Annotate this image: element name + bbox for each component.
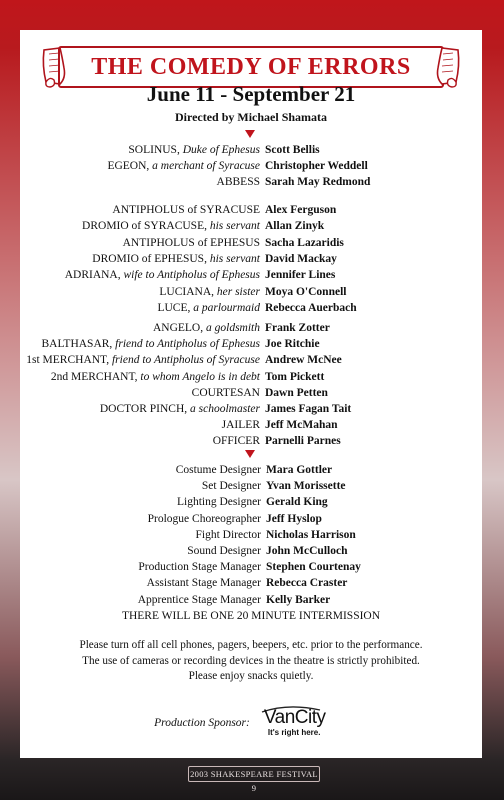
crew-list [20,462,482,608]
cast-row [20,320,482,336]
character-description: a parlourmaid [193,301,260,314]
character-role [20,369,265,385]
crew-name: Jeff Hyslop [266,512,322,525]
character-name: ANTIPHOLUS of EPHESUS [122,237,260,249]
notice-line: Please enjoy snacks quietly. [188,670,314,682]
crew-role: Set Designer [201,480,261,493]
cast-row [20,142,482,158]
crew-row [20,543,482,559]
character-name: 1st MERCHANT, [26,354,110,367]
crew-role: Lighting Designer [177,496,261,509]
cast-group [20,142,482,191]
actor-name: Jennifer Lines [265,269,336,282]
crew-row [20,559,482,575]
character-role [20,174,265,190]
director-credit: Directed by Michael Shamata [174,110,328,124]
actor-name: David Mackay [265,253,337,266]
crew-role: Assistant Stage Manager [146,577,261,590]
actor-name: Tom Pickett [265,370,325,383]
triangle-marker-icon [245,130,255,138]
cast-row [20,352,482,368]
character-description: wife to Antipholus of Ephesus [123,269,260,282]
cast-row [20,369,482,385]
character-description: a goldsmith [206,322,260,334]
character-role [20,385,265,401]
crew-name: Mara Gottler [266,464,333,476]
crew-role: Apprentice Stage Manager [137,593,261,606]
crew-name: Stephen Courtenay [266,561,361,574]
crew-row [20,478,482,494]
crew-name: Yvan Morissette [266,480,346,493]
character-description: a schoolmaster [190,402,260,415]
crew-name: Kelly Barker [266,593,331,606]
character-name: COURTESAN [191,386,260,399]
crew-role: Sound Designer [187,544,261,557]
intermission-note: THERE WILL BE ONE 20 MINUTE INTERMISSION [121,610,381,622]
character-role [20,300,265,316]
crew-name: John McCulloch [266,544,348,557]
character-description: friend to Antipholus of Ephesus [115,338,260,351]
actor-name: Rebecca Auerbach [265,301,357,314]
character-name: OFFICER [212,435,260,448]
sponsor-logo [258,707,348,739]
character-role [20,235,265,251]
character-role [20,142,265,158]
sponsor-label: Production Sponsor: [154,717,250,729]
character-name: LUCE, [157,301,191,314]
character-name: DROMIO of SYRACUSE, [82,220,207,233]
character-name: BALTHASAR, [41,338,113,351]
actor-name: Alex Ferguson [265,204,337,216]
character-role [20,202,265,218]
actor-name: Dawn Petten [265,386,328,399]
sponsor-credit [20,706,482,740]
cast-row [20,267,482,283]
sponsor-name: VanCity [263,707,326,728]
cast-row [20,218,482,234]
crew-role: Costume Designer [175,464,261,476]
cast-group [20,202,482,234]
character-name: 2nd MERCHANT, [50,370,138,383]
cast-group [20,320,482,450]
character-name: SOLINUS, [128,144,180,156]
crew-row [20,592,482,608]
character-role [20,158,265,174]
character-role [20,251,265,267]
crew-role: Production Stage Manager [138,561,261,574]
cast-row [20,284,482,300]
cast-row [20,235,482,251]
crew-name: Nicholas Harrison [266,528,356,541]
actor-name: Moya O'Connell [265,285,347,298]
character-name: ADRIANA, [64,269,121,282]
character-name: DROMIO of EPHESUS, [92,253,207,266]
character-role [20,401,265,417]
actor-name: James Fagan Tait [265,402,352,415]
character-description: friend to Antipholus of Syracuse [111,354,260,367]
character-description: a merchant of Syracuse [152,160,260,173]
cast-row [20,417,482,433]
character-role [20,433,265,449]
cast-row [20,158,482,174]
play-title: THE COMEDY OF ERRORS [91,53,411,80]
crew-name: Gerald King [266,496,328,509]
notice-line: Please turn off all cell phones, pagers, beepers, etc. prior to the performance. [79,639,423,651]
crew-role: Prologue Choreographer [147,512,261,525]
actor-name: Allan Zinyk [265,220,325,233]
character-role [20,284,265,300]
actor-name: Sacha Lazaridis [265,237,344,249]
actor-name: Joe Ritchie [265,338,320,351]
crew-name: Rebecca Craster [266,577,348,590]
page-footer: 2003 SHAKESPEARE FESTIVAL 9 [188,766,320,782]
character-name: LUCIANA, [159,285,214,298]
cast-row [20,433,482,449]
triangle-marker-icon [245,450,255,458]
notice-line: The use of cameras or recording devices in the theatre is strictly prohibited. [82,654,420,667]
cast-row [20,385,482,401]
character-description: his servant [209,220,260,233]
actor-name: Parnelli Parnes [265,435,341,448]
actor-name: Sarah May Redmond [265,176,371,189]
cast-row [20,174,482,190]
character-name: ANGELO, [152,322,204,334]
crew-row [20,511,482,527]
character-description: to whom Angelo is in debt [140,370,260,383]
crew-role: Fight Director [195,528,261,541]
program-page [20,30,482,758]
crew-row [20,494,482,510]
sponsor-tagline: It's right here. [267,728,321,737]
crew-row [20,462,482,478]
cast-row [20,401,482,417]
character-description: Duke of Ephesus [182,144,260,156]
actor-name: Andrew McNee [265,354,342,367]
actor-name: Christopher Weddell [265,160,368,173]
character-name: JAILER [221,419,260,432]
character-role [20,267,265,283]
actor-name: Scott Bellis [265,144,320,156]
cast-group [20,235,482,316]
character-name: ANTIPHOLUS of SYRACUSE [112,204,260,216]
character-name: DOCTOR PINCH, [99,402,188,415]
cast-row [20,202,482,218]
character-description: his servant [209,253,260,266]
audience-notice [20,638,482,685]
crew-row [20,527,482,543]
character-name: ABBESS [216,176,260,189]
character-role [20,417,265,433]
cast-row [20,251,482,267]
character-role [20,352,265,368]
crew-row [20,575,482,591]
character-name: EGEON, [107,160,150,173]
character-description: her sister [216,285,260,298]
cast-row [20,300,482,316]
actor-name: Frank Zotter [265,322,330,334]
cast-row [20,336,482,352]
character-role [20,320,265,336]
character-role [20,218,265,234]
actor-name: Jeff McMahan [265,419,338,432]
run-dates: June 11 - September 21 [146,82,356,106]
character-role [20,336,265,352]
